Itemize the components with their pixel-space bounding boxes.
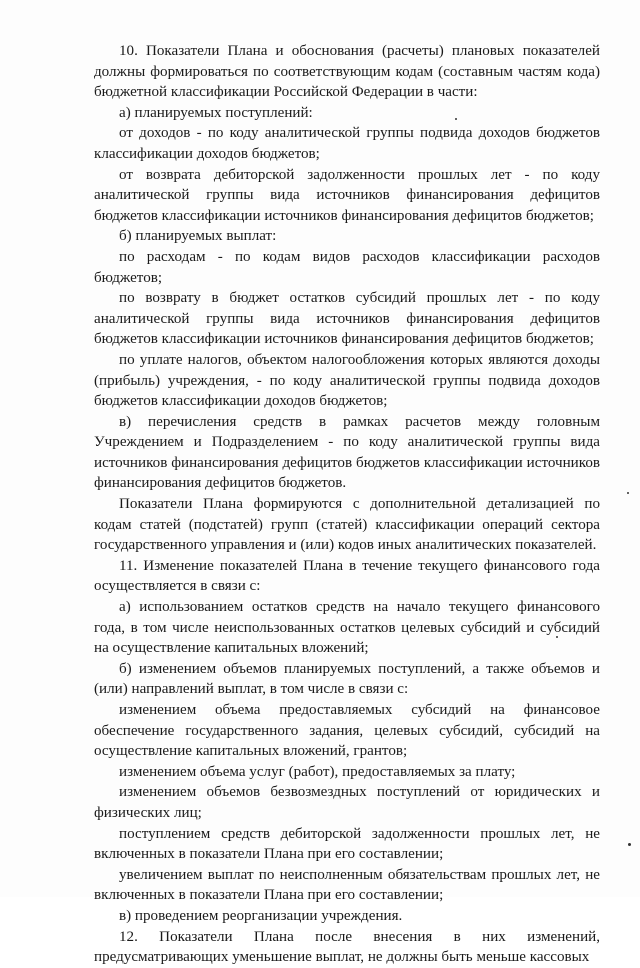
paragraph: от возврата дебиторской задолженности прошлых лет - по коду аналитической группы вида источников финансирования дефицитов бюджетов классификации источников финансирования дефицитов бюджетов;	[94, 166, 600, 224]
paragraph: б) планируемых выплат:	[119, 228, 277, 245]
document-body	[94, 41, 600, 968]
paragraph: от доходов - по коду аналитической группы подвида доходов бюджетов классификации доходов бюджетов;	[94, 125, 600, 162]
paragraph: изменением объемов безвозмездных поступлений от юридических и физических лиц;	[94, 784, 600, 821]
scan-speck	[627, 492, 629, 494]
paragraph: по возврату в бюджет остатков субсидий прошлых лет - по коду аналитической группы вида источников финансирования дефицитов бюджетов классификации источников финансирования дефицитов бюджетов;	[94, 290, 600, 348]
paragraph: а) использованием остатков средств на начало текущего финансового года, в том числе неиспользованных остатков целевых субсидий и субсидий на осуществление капитальных вложений;	[94, 599, 600, 657]
paragraph: изменением объема услуг (работ), предоставляемых за плату;	[119, 763, 516, 780]
paragraph: 10. Показатели Плана и обоснования (расчеты) плановых показателей должны формироваться по соответствующим кодам (составным частям кода) бюджетной классификации Российской Федерации в части:	[94, 43, 600, 101]
scan-speck	[556, 636, 558, 638]
paragraph: б) изменением объемов планируемых поступлений, а также объемов и (или) направлений выплат, в том числе в связи с:	[94, 660, 600, 698]
paragraph: а) планируемых поступлений:	[119, 104, 313, 121]
paragraph: по расходам - по кодам видов расходов классификации расходов бюджетов;	[94, 248, 600, 286]
paragraph: в) проведением реорганизации учреждения.	[119, 907, 403, 924]
paragraph: поступлением средств дебиторской задолженности прошлых лет, не включенных в показатели Плана при его составлении;	[94, 825, 600, 863]
scan-speck	[628, 843, 631, 846]
paragraph: 12. Показатели Плана после внесения в них изменений, предусматривающих уменьшение выплат, не должны быть меньше кассовых	[94, 928, 600, 966]
scan-speck	[455, 118, 457, 120]
paragraph: по уплате налогов, объектом налогообложения которых являются доходы (прибыль) учреждения, - по коду аналитической группы подвида доходов бюджетов классификации доходов бюджетов;	[94, 351, 600, 410]
paragraph: увеличением выплат по неисполненным обязательствам прошлых лет, не включенных в показатели Плана при его составлении;	[94, 866, 600, 904]
paragraph: в) перечисления средств в рамках расчетов между головным Учреждением и Подразделением - по коду аналитической группы вида источников финансирования дефицитов бюджетов классификации источников финансирования дефицитов бюджетов.	[94, 413, 600, 492]
paragraph: изменением объема предоставляемых субсидий на финансовое обеспечение государственного задания, целевых субсидий, субсидий на осуществление капитальных вложений, грантов;	[94, 702, 600, 760]
paragraph: 11. Изменение показателей Плана в течение текущего финансового года осуществляется в связи с:	[94, 557, 600, 595]
paragraph: Показатели Плана формируются с дополнительной детализацией по кодам статей (подстатей) групп (статей) классификации операций сектора государственного управления и (или) кодов иных аналитических показателей.	[94, 496, 600, 554]
